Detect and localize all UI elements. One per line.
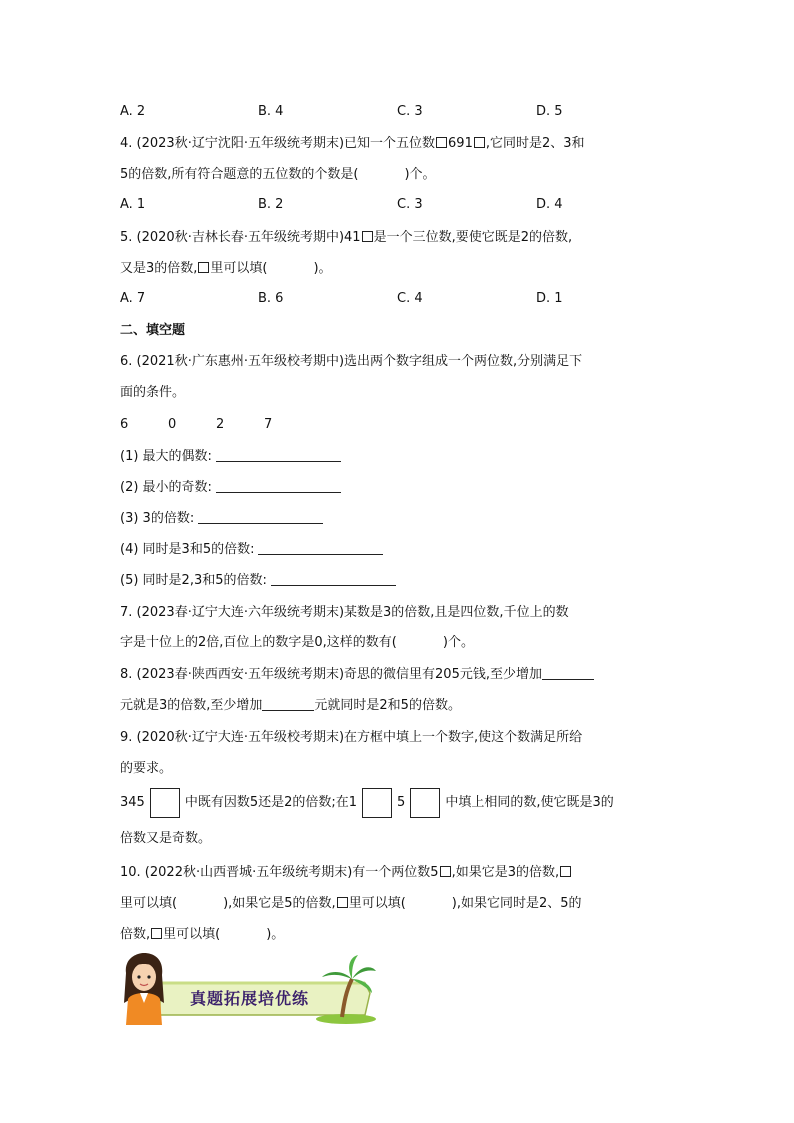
q7-line2: 字是十位上的2倍,百位上的数字是0,这样的数有( )个。 xyxy=(120,635,474,650)
blank-box xyxy=(436,137,447,148)
blank-box xyxy=(440,866,451,877)
q3-option-c[interactable]: C. 3 xyxy=(397,104,423,119)
q9-line1: 9. (2020秋·辽宁大连·五年级校考期末)在方框中填上一个数字,使这个数满足所给 xyxy=(120,730,583,745)
blank-box xyxy=(198,262,209,273)
q6-line1: 6. (2021秋·广东惠州·五年级校考期中)选出两个数字组成一个两位数,分别满足下 xyxy=(120,354,583,369)
q5-line2: 又是3的倍数, 里可以填( )。 xyxy=(120,261,332,276)
q3-option-d[interactable]: D. 5 xyxy=(536,104,563,119)
q5-option-a[interactable]: A. 7 xyxy=(120,291,146,306)
q5-option-d[interactable]: D. 1 xyxy=(536,291,563,306)
blank-box xyxy=(151,928,162,939)
q6-item-3: (3) 3的倍数: xyxy=(120,510,323,528)
blank-box xyxy=(560,866,571,877)
q6-item-2: (2) 最小的奇数: xyxy=(120,479,341,497)
q10-line2: 里可以填( ),如果它是5的倍数, 里可以填( ),如果它同时是2、5的 xyxy=(120,896,582,911)
q4-option-c[interactable]: C. 3 xyxy=(397,197,423,212)
q9-line3: 345 中既有因数5还是2的倍数;在1 5 中填上相同的数,使它既是3的 xyxy=(120,786,614,820)
answer-box[interactable] xyxy=(410,788,440,818)
q8-line1: 8. (2023春·陕西西安·五年级统考期末)奇思的微信里有205元钱,至少增加 xyxy=(120,666,594,684)
blank-box xyxy=(337,897,348,908)
answer-blank[interactable] xyxy=(271,573,396,586)
q6-item-4: (4) 同时是3和5的倍数: xyxy=(120,541,383,559)
answer-blank[interactable] xyxy=(258,542,383,555)
q7-line1: 7. (2023春·辽宁大连·六年级统考期末)某数是3的倍数,且是四位数,千位上的数 xyxy=(120,605,569,620)
q3-option-b[interactable]: B. 4 xyxy=(258,104,284,119)
q4-options xyxy=(120,197,680,215)
answer-blank[interactable] xyxy=(262,698,314,711)
q10-line3: 倍数, 里可以填( )。 xyxy=(120,927,285,942)
q4-line1: 4. (2023秋·辽宁沈阳·五年级统考期末)已知一个五位数 691 ,它同时是2、3和 xyxy=(120,136,585,151)
q3-option-a[interactable]: A. 2 xyxy=(120,104,146,119)
q4-option-a[interactable]: A. 1 xyxy=(120,197,146,212)
blank-box xyxy=(362,231,373,242)
digit: 7 xyxy=(264,417,273,432)
q3-options xyxy=(120,104,680,122)
q5-options xyxy=(120,291,680,309)
answer-box[interactable] xyxy=(150,788,180,818)
answer-blank[interactable] xyxy=(216,449,341,462)
q6-line2: 面的条件。 xyxy=(120,385,186,400)
q10-line1: 10. (2022秋·山西晋城·五年级统考期末)有一个两位数5 ,如果它是3的倍数, xyxy=(120,864,572,882)
section-title: 二、填空题 xyxy=(120,323,186,338)
q6-item-1: (1) 最大的偶数: xyxy=(120,448,341,466)
answer-box[interactable] xyxy=(362,788,392,818)
q8-line2: 元就是3的倍数,至少增加 元就同时是2和5的倍数。 xyxy=(120,698,461,713)
blank-box xyxy=(474,137,485,148)
digit: 6 xyxy=(120,417,129,432)
q5-option-c[interactable]: C. 4 xyxy=(397,291,423,306)
q4-option-b[interactable]: B. 2 xyxy=(258,197,284,212)
q6-digits xyxy=(120,416,312,434)
q4-line2: 5的倍数,所有符合题意的五位数的个数是( )个。 xyxy=(120,167,436,182)
answer-blank[interactable] xyxy=(216,480,341,493)
digit: 2 xyxy=(216,417,225,432)
answer-blank[interactable] xyxy=(198,511,323,524)
q9-line2: 的要求。 xyxy=(120,761,173,776)
q5-line1: 5. (2020秋·吉林长春·五年级统考期中)41 是一个三位数,要使它既是2的倍数, xyxy=(120,230,573,245)
section-banner xyxy=(120,953,376,1025)
q6-item-5: (5) 同时是2,3和5的倍数: xyxy=(120,572,396,590)
q4-option-d[interactable]: D. 4 xyxy=(536,197,563,212)
answer-blank[interactable] xyxy=(542,667,594,680)
q5-option-b[interactable]: B. 6 xyxy=(258,291,284,306)
q9-line4: 倍数又是奇数。 xyxy=(120,831,212,846)
banner-title: 真题拓展培优练 xyxy=(190,989,310,1008)
digit: 0 xyxy=(168,417,177,432)
